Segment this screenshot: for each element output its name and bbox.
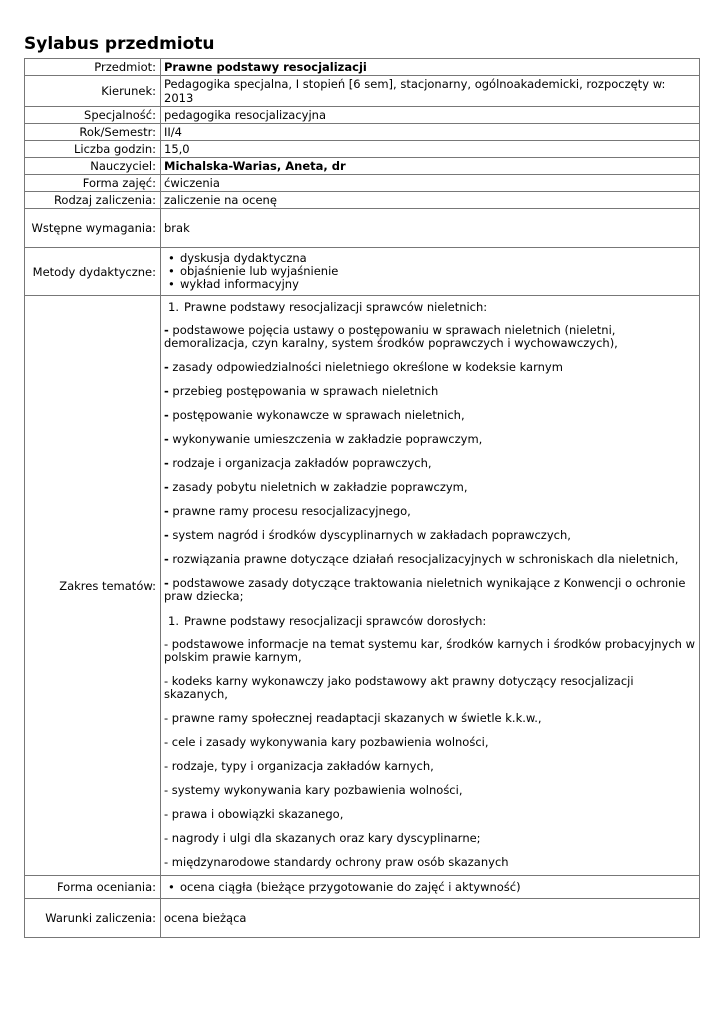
topic-item: - rozwiązania prawne dotyczące działań resocjalizacyjnych w schroniskach dla nieletnich, — [164, 552, 679, 566]
row-wstepne-wymagania — [25, 209, 700, 248]
topic-item: - podstawowe zasady dotyczące traktowania nieletnich wynikające z Konwencji o ochronie praw dziecka; — [164, 576, 686, 603]
label-nauczyciel: Nauczyciel: — [25, 158, 161, 175]
topic-item: - wykonywanie umieszczenia w zakładzie poprawczym, — [164, 432, 483, 446]
row-warunki-zaliczenia — [25, 899, 700, 938]
label-specjalnosc: Specjalność: — [25, 107, 161, 124]
dash-marker: - — [164, 735, 169, 749]
dash-marker: - — [164, 408, 169, 422]
label-wstepne-wymagania: Wstępne wymagania: — [25, 209, 161, 248]
label-liczba-godzin: Liczba godzin: — [25, 141, 161, 158]
list-item: • wykład informacyjny — [168, 278, 696, 291]
value-rok-semestr: II/4 — [161, 124, 700, 141]
value-kierunek: Pedagogika specjalna, I stopień [6 sem], stacjonarny, ogólnoakademicki, rozpoczęty w: 2013 — [161, 76, 700, 107]
value-przedmiot: Prawne podstawy resocjalizacji — [161, 59, 700, 76]
dash-marker: - — [164, 528, 169, 542]
value-nauczyciel: Michalska-Warias, Aneta, dr — [161, 158, 700, 175]
dash-marker: - — [164, 807, 169, 821]
dash-marker: - — [164, 855, 169, 869]
topic-item: - kodeks karny wykonawczy jako podstawowy akt prawny dotyczący resocjalizacji skazanych, — [164, 674, 634, 701]
list-item: • objaśnienie lub wyjaśnienie — [168, 265, 696, 278]
row-rok-semestr — [25, 124, 700, 141]
section-heading — [164, 300, 696, 314]
dash-marker: - — [164, 783, 169, 797]
dash-marker: - — [164, 384, 169, 398]
row-specjalnosc — [25, 107, 700, 124]
label-warunki-zaliczenia: Warunki zaliczenia: — [25, 899, 161, 938]
value-rodzaj-zaliczenia: zaliczenie na ocenę — [161, 192, 700, 209]
section-number: 1. — [168, 300, 179, 314]
forma-oceniania-list — [164, 881, 696, 894]
topic-item: - podstawowe pojęcia ustawy o postępowaniu w sprawach nieletnich (nieletni, demoralizacja, czyn karalny, system środków poprawczych i wychowawczych), — [164, 323, 618, 350]
topic-item: - system nagród i środków dyscyplinarnych w zakładach poprawczych, — [164, 528, 571, 542]
topic-item: - przebieg postępowania w sprawach nieletnich — [164, 384, 439, 398]
topic-item: - systemy wykonywania kary pozbawienia wolności, — [164, 783, 463, 797]
value-liczba-godzin: 15,0 — [161, 141, 700, 158]
dash-marker: - — [164, 432, 169, 446]
label-rodzaj-zaliczenia: Rodzaj zaliczenia: — [25, 192, 161, 209]
dash-marker: - — [164, 576, 169, 590]
label-rok-semestr: Rok/Semestr: — [25, 124, 161, 141]
dash-marker: - — [164, 674, 169, 688]
section-title: Prawne podstawy resocjalizacji sprawców dorosłych: — [184, 614, 487, 628]
dash-marker: - — [164, 456, 169, 470]
section-title: Prawne podstawy resocjalizacji sprawców nieletnich: — [184, 300, 488, 314]
row-nauczyciel — [25, 158, 700, 175]
row-forma-zajec — [25, 175, 700, 192]
label-kierunek: Kierunek: — [25, 76, 161, 107]
value-zakres — [161, 296, 700, 876]
topic-item: - nagrody i ulgi dla skazanych oraz kary dyscyplinarne; — [164, 831, 481, 845]
dash-marker: - — [164, 480, 169, 494]
section-number: 1. — [168, 614, 179, 628]
topic-item: - prawne ramy procesu resocjalizacyjnego, — [164, 504, 411, 518]
topic-item: - rodzaje, typy i organizacja zakładów karnych, — [164, 759, 434, 773]
label-forma-zajec: Forma zajęć: — [25, 175, 161, 192]
syllabus-table — [24, 58, 700, 938]
topic-item: - prawne ramy społecznej readaptacji skazanych w świetle k.k.w., — [164, 711, 542, 725]
row-metody — [25, 248, 700, 296]
label-metody: Metody dydaktyczne: — [25, 248, 161, 296]
value-specjalnosc: pedagogika resocjalizacyjna — [161, 107, 700, 124]
row-liczba-godzin — [25, 141, 700, 158]
value-warunki-zaliczenia: ocena bieżąca — [161, 899, 700, 938]
section-heading — [164, 614, 696, 628]
page-title: Sylabus przedmiotu — [24, 34, 215, 54]
row-zakres — [25, 296, 700, 876]
label-forma-oceniania: Forma oceniania: — [25, 876, 161, 899]
topic-item: - podstawowe informacje na temat systemu kar, środków karnych i środków probacyjnych w polskim prawie karnym, — [164, 637, 696, 664]
row-rodzaj-zaliczenia — [25, 192, 700, 209]
dash-marker: - — [164, 323, 169, 337]
topic-item: - zasady pobytu nieletnich w zakładzie poprawczym, — [164, 480, 468, 494]
dash-marker: - — [164, 360, 169, 374]
topic-item: - cele i zasady wykonywania kary pozbawienia wolności, — [164, 735, 489, 749]
topic-item: - międzynarodowe standardy ochrony praw osób skazanych — [164, 855, 509, 869]
dash-marker: - — [164, 504, 169, 518]
topic-item: - prawa i obowiązki skazanego, — [164, 807, 344, 821]
dash-marker: - — [164, 711, 169, 725]
topic-item: - postępowanie wykonawcze w sprawach nieletnich, — [164, 408, 465, 422]
value-forma-zajec: ćwiczenia — [161, 175, 700, 192]
value-metody — [161, 248, 700, 296]
list-item: • dyskusja dydaktyczna — [168, 252, 696, 265]
list-item: • ocena ciągła (bieżące przygotowanie do zajęć i aktywność) — [168, 881, 696, 894]
row-forma-oceniania — [25, 876, 700, 899]
dash-marker: - — [164, 831, 169, 845]
topic-item: - zasady odpowiedzialności nieletniego określone w kodeksie karnym — [164, 360, 563, 374]
metody-list — [164, 252, 696, 291]
value-wstepne-wymagania: brak — [161, 209, 700, 248]
dash-marker: - — [164, 552, 169, 566]
value-forma-oceniania — [161, 876, 700, 899]
topic-item: - rodzaje i organizacja zakładów poprawczych, — [164, 456, 432, 470]
row-przedmiot — [25, 59, 700, 76]
dash-marker: - — [164, 759, 169, 773]
label-zakres: Zakres tematów: — [25, 296, 161, 876]
label-przedmiot: Przedmiot: — [25, 59, 161, 76]
dash-marker: - — [164, 637, 169, 651]
row-kierunek — [25, 76, 700, 107]
